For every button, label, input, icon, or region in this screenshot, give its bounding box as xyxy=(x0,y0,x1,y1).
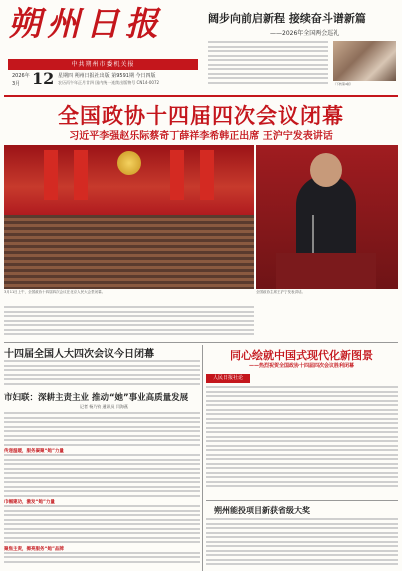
story4-body xyxy=(206,386,398,498)
date-month: 3月 xyxy=(12,81,21,87)
lead-body xyxy=(4,306,398,342)
story3-section-3: 聚焦主责，擦亮服务“她”品牌 xyxy=(4,546,64,552)
editorial-tag: 人民日报社论 xyxy=(206,374,250,383)
story3-byline: 记者 杨乃钧 通讯员 闫海燕 xyxy=(80,404,128,409)
date-extra: 农历丙午年正月廿四 国内统一连续出版物号 CN14-0072 xyxy=(58,80,160,85)
column-rule xyxy=(202,345,203,571)
caption-right: 全国政协主席王沪宁发表讲话。 xyxy=(256,290,305,294)
plenary-hall-photo xyxy=(4,145,254,289)
story4-subhead: ——热烈祝贺全国政协十四届四次会议胜利闭幕 xyxy=(248,363,354,369)
org-bar: 中共朔州市委机关报 xyxy=(8,59,198,70)
top-story-continue: （下转第4版） xyxy=(333,82,353,86)
section-rule xyxy=(4,342,398,343)
audience-rows xyxy=(4,215,254,289)
date-day: 12 xyxy=(32,69,55,88)
microphone-icon xyxy=(312,215,314,253)
story3-headline[interactable]: 市妇联：深耕主责主业 推动“她”事业高质量发展 xyxy=(4,393,189,403)
masthead-logo: 朔州日报 xyxy=(8,4,164,43)
lead-subhead: 习近平李强赵乐际蔡奇丁薛祥李希韩正出席 王沪宁发表讲话 xyxy=(69,131,333,142)
story2-body xyxy=(4,360,200,388)
top-story-photo xyxy=(333,41,396,81)
lead-headline[interactable]: 全国政协十四届四次会议闭幕 xyxy=(58,104,344,128)
weekday: 星期四 xyxy=(58,73,74,79)
flag-left-2 xyxy=(74,150,88,200)
pages: 今日四版 xyxy=(135,73,156,79)
dateline xyxy=(8,71,198,91)
flag-right-2 xyxy=(200,150,214,200)
date-info xyxy=(58,72,156,79)
caption-left: 3月11日上午，全国政协十四届四次会议在北京人民大会堂闭幕。 xyxy=(4,290,106,294)
story3-section-1: 传递温暖，服务凝聚“她”力量 xyxy=(4,449,64,454)
top-story-body xyxy=(208,41,328,89)
story2-headline[interactable]: 十四届全国人大四次会议今日闭幕 xyxy=(4,349,154,360)
story5-body xyxy=(206,518,398,571)
podium xyxy=(276,253,376,289)
issue: 第9591期 xyxy=(111,73,134,79)
story3-body xyxy=(4,412,200,571)
speaker-photo xyxy=(256,145,398,289)
story5-rule xyxy=(206,500,398,501)
date-year: 2026年 xyxy=(12,73,30,79)
top-story-subtitle: ——2026年全国两会巡礼 xyxy=(270,30,340,37)
speaker-head xyxy=(310,153,342,187)
story4-headline[interactable]: 同心绘就中国式现代化新图景 xyxy=(230,349,373,362)
flag-right-1 xyxy=(170,150,184,200)
top-story-title[interactable]: 阔步向前启新程 接续奋斗谱新篇 xyxy=(208,12,366,25)
masthead-divider xyxy=(4,95,398,97)
story5-headline[interactable]: 朔州能投项目新获省级大奖 xyxy=(214,506,310,515)
publisher: 朔州日报社出版 xyxy=(74,73,110,79)
flag-left-1 xyxy=(44,150,58,200)
story3-section-2: 巾帼建功，激发“她”力量 xyxy=(4,500,55,505)
cppcc-emblem-icon xyxy=(117,151,141,175)
